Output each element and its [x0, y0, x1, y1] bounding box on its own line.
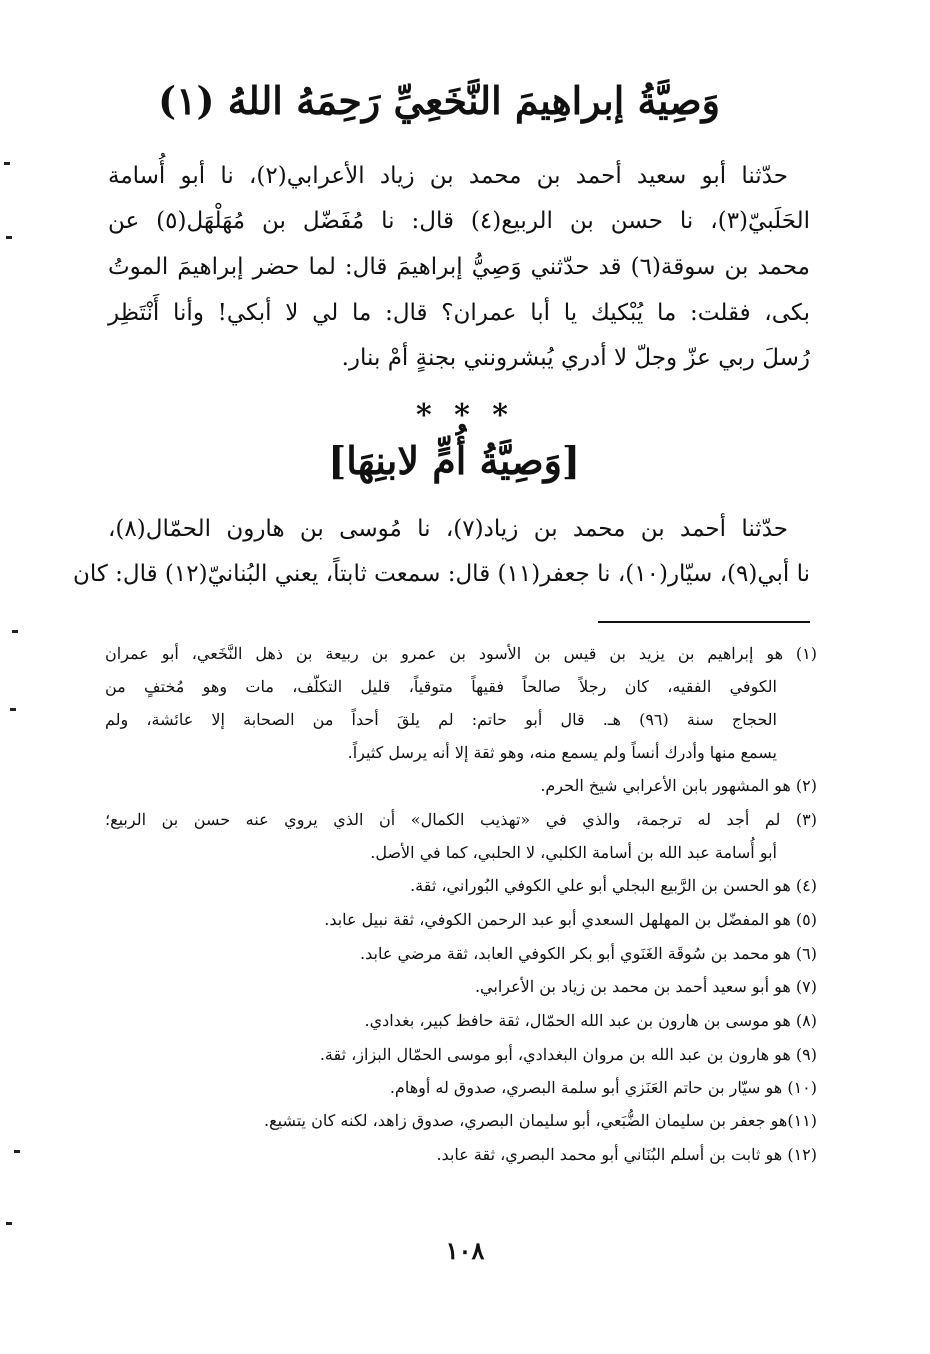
footnote-line: (١٢) هو ثابت بن أسلم البُنَاني أبو محمد البصري، ثقة عابد.: [436, 1145, 817, 1164]
text-line: نا أبي(٩)، سيّار(١٠)، نا جعفر(١١) قال: سمعت ثابتاً، يعني البُنانيّ(١٢) قال: كان: [72, 561, 810, 587]
footnote-divider: [598, 621, 810, 623]
section-title-ibrahim: وَصِيَّةُ إبراهِيمَ النَّخَعِيِّ رَحِمَهُ اللهُ (١): [158, 78, 720, 123]
text-line: الحَلَبيّ(٣)، نا حسن بن الربيع(٤) قال: نا مُفَضّل بن مُهَلْهَل(٥) عن: [108, 208, 810, 234]
text-line: حدّثنا أبو سعيد أحمد بن محمد بن زياد الأعرابي(٢)، نا أبو أُسامة: [108, 163, 788, 189]
footnote-line: (١١)هو جعفر بن سليمان الضُّبَعي، أبو سليمان البصري، صدوق زاهد، لكنه كان يتشيع.: [264, 1111, 817, 1130]
footnote-line: (٢) هو المشهور بابن الأعرابي شيخ الحرم.: [540, 776, 817, 795]
footnote-line: (٧) هو أبو سعيد أحمد بن محمد بن زياد بن الأعرابي.: [474, 977, 817, 996]
footnote-line: (٤) هو الحسن بن الرَّبيع البجلي أبو علي الكوفي البُوراني، ثقة.: [410, 876, 817, 895]
scan-mark: [12, 630, 18, 633]
footnote-line: (٣) لم أجد له ترجمة، والذي في «تهذيب الكمال» أن الذي يروي عنه حسن بن الربيع؛: [105, 810, 817, 829]
scan-mark: [10, 708, 16, 711]
section-separator: * * *: [416, 398, 514, 433]
footnote-line: (٥) هو المفضّل بن المهلهل السعدي أبو عبد الرحمن الكوفي، ثقة نبيل عابد.: [324, 910, 817, 929]
footnote-line: (١٠) هو سيّار بن حاتم العَنَزي أبو سلمة البصري، صدوق له أوهام.: [389, 1078, 817, 1097]
page-number: ١٠٨: [445, 1236, 485, 1265]
footnote-line: أبو أُسامة عبد الله بن أسامة الكلبي، لا الحلبي، كما في الأصل.: [370, 843, 777, 862]
footnote-line: يسمع منها وأدرك أنساً ولم يسمع منه، وهو ثقة إلا أنه يرسل كثيراً.: [347, 743, 777, 762]
footnote-line: الحجاج سنة (٩٦) هـ. قال أبو حاتم: لم يلقَ أحداً من الصحابة إلا عائشة، ولم: [105, 710, 777, 729]
footnote-line: الكوفي الفقيه، كان رجلاً صالحاً فقيهاً متوقياً، قليل التكلّف، مات وهو مُختفٍ من: [105, 677, 777, 696]
text-line: بكى، فقلت: ما يُبْكيك يا أبا عمران؟ قال: ما لي لا أبكي! وأنا أَنْتَظِر: [108, 300, 810, 326]
section-title-mother: [وَصِيَّةُ أُمٍّ لابنِهَا]: [328, 438, 580, 483]
text-line: رُسلَ ربي عزّ وجلّ لا أدري يُبشرونني بجنةٍ أمْ بنار.: [341, 345, 810, 371]
footnote-line: (١) هو إبراهيم بن يزيد بن قيس بن الأسود بن عمرو بن ربيعة بن ذهل النَّخَعي، أبو عمران: [105, 644, 817, 663]
text-line: حدّثنا أحمد بن محمد بن زياد(٧)، نا مُوسى بن هارون الحمّال(٨)،: [108, 516, 788, 542]
scan-mark: [6, 1222, 12, 1225]
footnote-line: (٩) هو هارون بن عبد الله بن مروان البغدادي، أبو موسى الحمّال البزاز، ثقة.: [319, 1045, 817, 1064]
scan-mark: [14, 1150, 20, 1153]
footnote-line: (٨) هو موسى بن هارون بن عبد الله الحمّال، ثقة حافظ كبير، بغدادي.: [364, 1011, 817, 1030]
text-line: محمد بن سوقة(٦) قد حدّثني وَصِيُّ إبراهيمَ قال: لما حضر إبراهيمَ الموتُ: [108, 254, 810, 280]
footnote-line: (٦) هو محمد بن سُوقَة الغَنَوي أبو بكر الكوفي العابد، ثقة مرضي عابد.: [360, 944, 817, 963]
scan-mark: [4, 162, 10, 165]
scan-mark: [6, 236, 12, 239]
